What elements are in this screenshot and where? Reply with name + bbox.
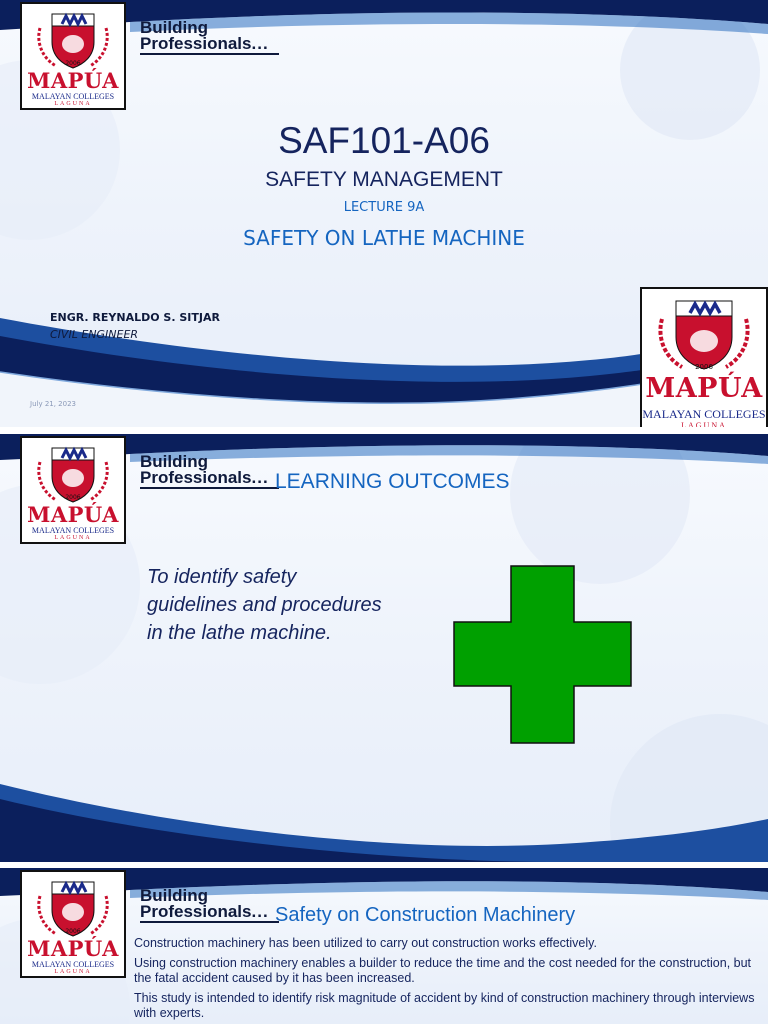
- logo-name: MAPÚA: [645, 373, 763, 404]
- tagline-underline: [140, 487, 279, 489]
- tagline-line1: Building: [140, 18, 208, 37]
- logo-location: LAGUNA: [681, 421, 727, 427]
- outcome-line: guidelines and procedures: [147, 594, 382, 616]
- mapua-logo: [20, 436, 126, 544]
- course-code: SAF101-A06: [278, 120, 490, 161]
- outcome-line: in the lathe machine.: [147, 622, 332, 644]
- body-paragraph: This study is intended to identify risk magnitude of accident by kind of construction machinery through interviews with experts.: [134, 991, 755, 1020]
- lecture-topic: SAFETY ON LATHE MACHINE: [243, 226, 525, 250]
- tagline-underline: [140, 921, 279, 923]
- tagline-line2: Professionals: [140, 34, 252, 54]
- logo-name: MAPÚA: [27, 936, 119, 961]
- logo-location: LAGUNA: [54, 969, 92, 975]
- tagline-line1: Building: [140, 886, 208, 905]
- building-professionals-tagline: [140, 20, 269, 52]
- logo-name: MAPÚA: [27, 502, 119, 527]
- building-professionals-tagline: [140, 888, 269, 920]
- tagline-underline: [140, 53, 279, 55]
- body-text: [134, 936, 759, 1021]
- tagline-dots: ...: [251, 902, 269, 922]
- logo-year: 2006: [65, 928, 81, 935]
- slide-date: July 21, 2023: [30, 400, 76, 408]
- outcome-line: To identify safety: [147, 566, 297, 588]
- slide-heading: Safety on Construction Machinery: [275, 904, 576, 926]
- logo-subtitle: MALAYAN COLLEGES: [31, 526, 115, 535]
- lecture-number: LECTURE 9A: [343, 200, 425, 215]
- tagline-line2: Professionals: [140, 468, 252, 488]
- logo-year: 2006: [65, 60, 81, 67]
- slide-construction-machinery: [0, 868, 768, 1024]
- instructor-role: CIVIL ENGINEER: [50, 328, 139, 341]
- tagline-dots: ...: [251, 34, 269, 54]
- logo-subtitle: MALAYAN COLLEGES: [31, 960, 115, 969]
- logo-subtitle: MALAYAN COLLEGES: [642, 407, 766, 421]
- body-paragraph: Construction machinery has been utilized to carry out construction works effectively.: [134, 936, 597, 950]
- logo-location: LAGUNA: [54, 535, 92, 541]
- body-paragraph: Using construction machinery enables a builder to reduce the time and the cost needed for the construction, but the fatal accident caused by it has been increased.: [134, 956, 752, 985]
- mapua-logo-large: [640, 287, 768, 427]
- building-professionals-tagline: [140, 454, 269, 486]
- logo-location: LAGUNA: [54, 101, 92, 107]
- logo-year: 2006: [695, 363, 713, 371]
- mapua-logo: [20, 2, 126, 110]
- learning-outcome-text: [147, 563, 382, 647]
- logo-subtitle: MALAYAN COLLEGES: [31, 92, 115, 101]
- instructor-name: ENGR. REYNALDO S. SITJAR: [50, 311, 220, 324]
- tagline-line2: Professionals: [140, 902, 252, 922]
- slide-learning-outcomes: [0, 434, 768, 862]
- course-title: SAFETY MANAGEMENT: [265, 168, 503, 191]
- tagline-dots: ...: [251, 468, 269, 488]
- logo-year: 2006: [65, 494, 81, 501]
- logo-name: MAPÚA: [27, 68, 119, 93]
- green-cross-icon: [453, 565, 633, 745]
- tagline-line1: Building: [140, 452, 208, 471]
- slide-heading: LEARNING OUTCOMES: [275, 470, 510, 493]
- mapua-logo: [20, 870, 126, 978]
- slide-title: [0, 0, 768, 427]
